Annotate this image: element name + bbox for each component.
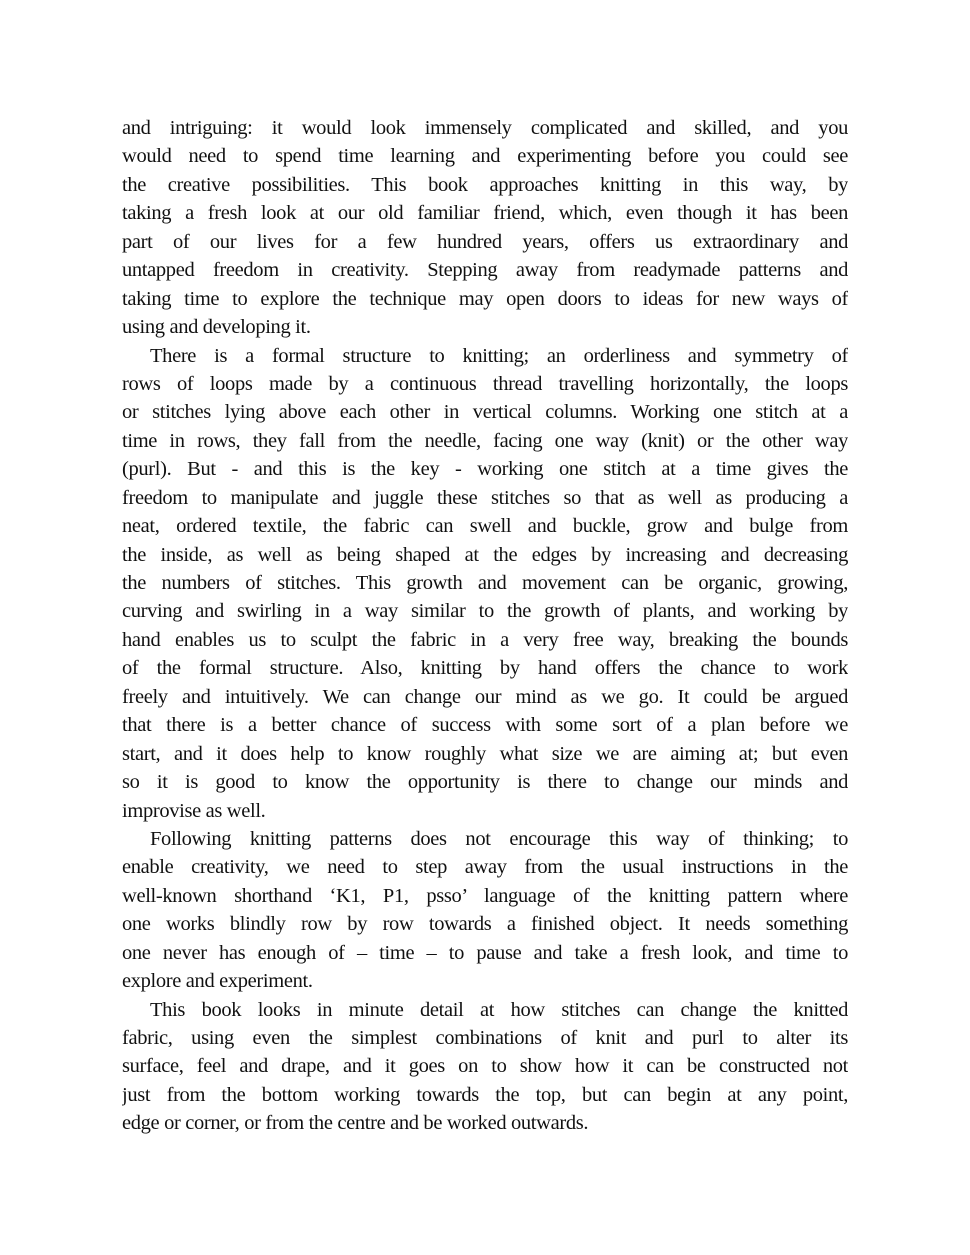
text-line: would need to spend time learning and experimenting before you could see — [122, 145, 848, 168]
text-line: that there is a better chance of success with some sort of a plan before we — [122, 714, 848, 737]
text-line: enable creativity, we need to step away from the usual instructions in the — [122, 856, 848, 879]
text-line: the creative possibilities. This book approaches knitting in this way, by — [122, 173, 848, 196]
text-line: explore and experiment. — [122, 970, 313, 993]
text-line: rows of loops made by a continuous thread travelling horizontally, the loops — [122, 372, 848, 395]
text-line: taking time to explore the technique may open doors to ideas for new ways of — [122, 287, 848, 310]
paragraph-4 — [122, 996, 848, 1138]
text-line: neat, ordered textile, the fabric can swell and buckle, grow and bulge from — [122, 515, 848, 538]
text-line: the inside, as well as being shaped at the edges by increasing and decreasing — [122, 543, 848, 566]
text-line: and intriguing: it would look immensely complicated and skilled, and you — [122, 117, 848, 139]
text-line: freedom to manipulate and juggle these stitches so that as well as producing a — [122, 486, 848, 509]
text-line: This book looks in minute detail at how stitches can change the knitted — [150, 998, 848, 1021]
text-line: curving and swirling in a way similar to the growth of plants, and working by — [122, 600, 848, 623]
text-line: the numbers of stitches. This growth and movement can be organic, growing, — [122, 572, 848, 594]
paragraph-3 — [122, 825, 848, 996]
text-line: surface, feel and drape, and it goes on to show how it can be constructed not — [122, 1055, 848, 1078]
text-line: just from the bottom working towards the top, but can begin at any point, — [122, 1083, 848, 1106]
text-line: hand enables us to sculpt the fabric in a very free way, breaking the bounds — [122, 628, 848, 651]
text-line: of the formal structure. Also, knitting by hand offers the chance to work — [122, 657, 848, 680]
text-line: freely and intuitively. We can change our mind as we go. It could be argued — [122, 685, 848, 708]
text-line: one never has enough of – time – to pause and take a fresh look, and time to — [122, 941, 848, 964]
text-line: well-known shorthand ‘K1, P1, psso’ language of the knitting pattern where — [122, 884, 848, 907]
text-line: using and developing it. — [122, 316, 311, 339]
text-line: start, and it does help to know roughly what size we are aiming at; but even — [122, 742, 848, 765]
text-line: so it is good to know the opportunity is there to change our minds and — [122, 771, 848, 794]
text-line: part of our lives for a few hundred years, offers us extraordinary and — [122, 230, 848, 253]
text-line: There is a formal structure to knitting; an orderliness and symmetry of — [150, 344, 848, 367]
text-line: Following knitting patterns does not encourage this way of thinking; to — [150, 827, 848, 850]
text-line: or stitches lying above each other in vertical columns. Working one stitch at a — [122, 401, 848, 424]
text-line: improvise as well. — [122, 799, 266, 822]
text-line: edge or corner, or from the centre and be worked outwards. — [122, 1112, 589, 1135]
text-line: taking a fresh look at our old familiar friend, which, even though it has been — [122, 202, 848, 225]
text-line: untapped freedom in creativity. Stepping away from readymade patterns and — [122, 259, 848, 282]
paragraph-2 — [122, 342, 848, 825]
paragraph-1 — [122, 114, 848, 342]
text-line: fabric, using even the simplest combinations of knit and purl to alter its — [122, 1027, 848, 1049]
text-line: (purl). But - and this is the key - working one stitch at a time gives the — [122, 458, 848, 481]
document-page — [122, 114, 848, 1138]
text-line: one works blindly row by row towards a finished object. It needs something — [122, 913, 848, 936]
text-line: time in rows, they fall from the needle, facing one way (knit) or the other way — [122, 429, 848, 452]
